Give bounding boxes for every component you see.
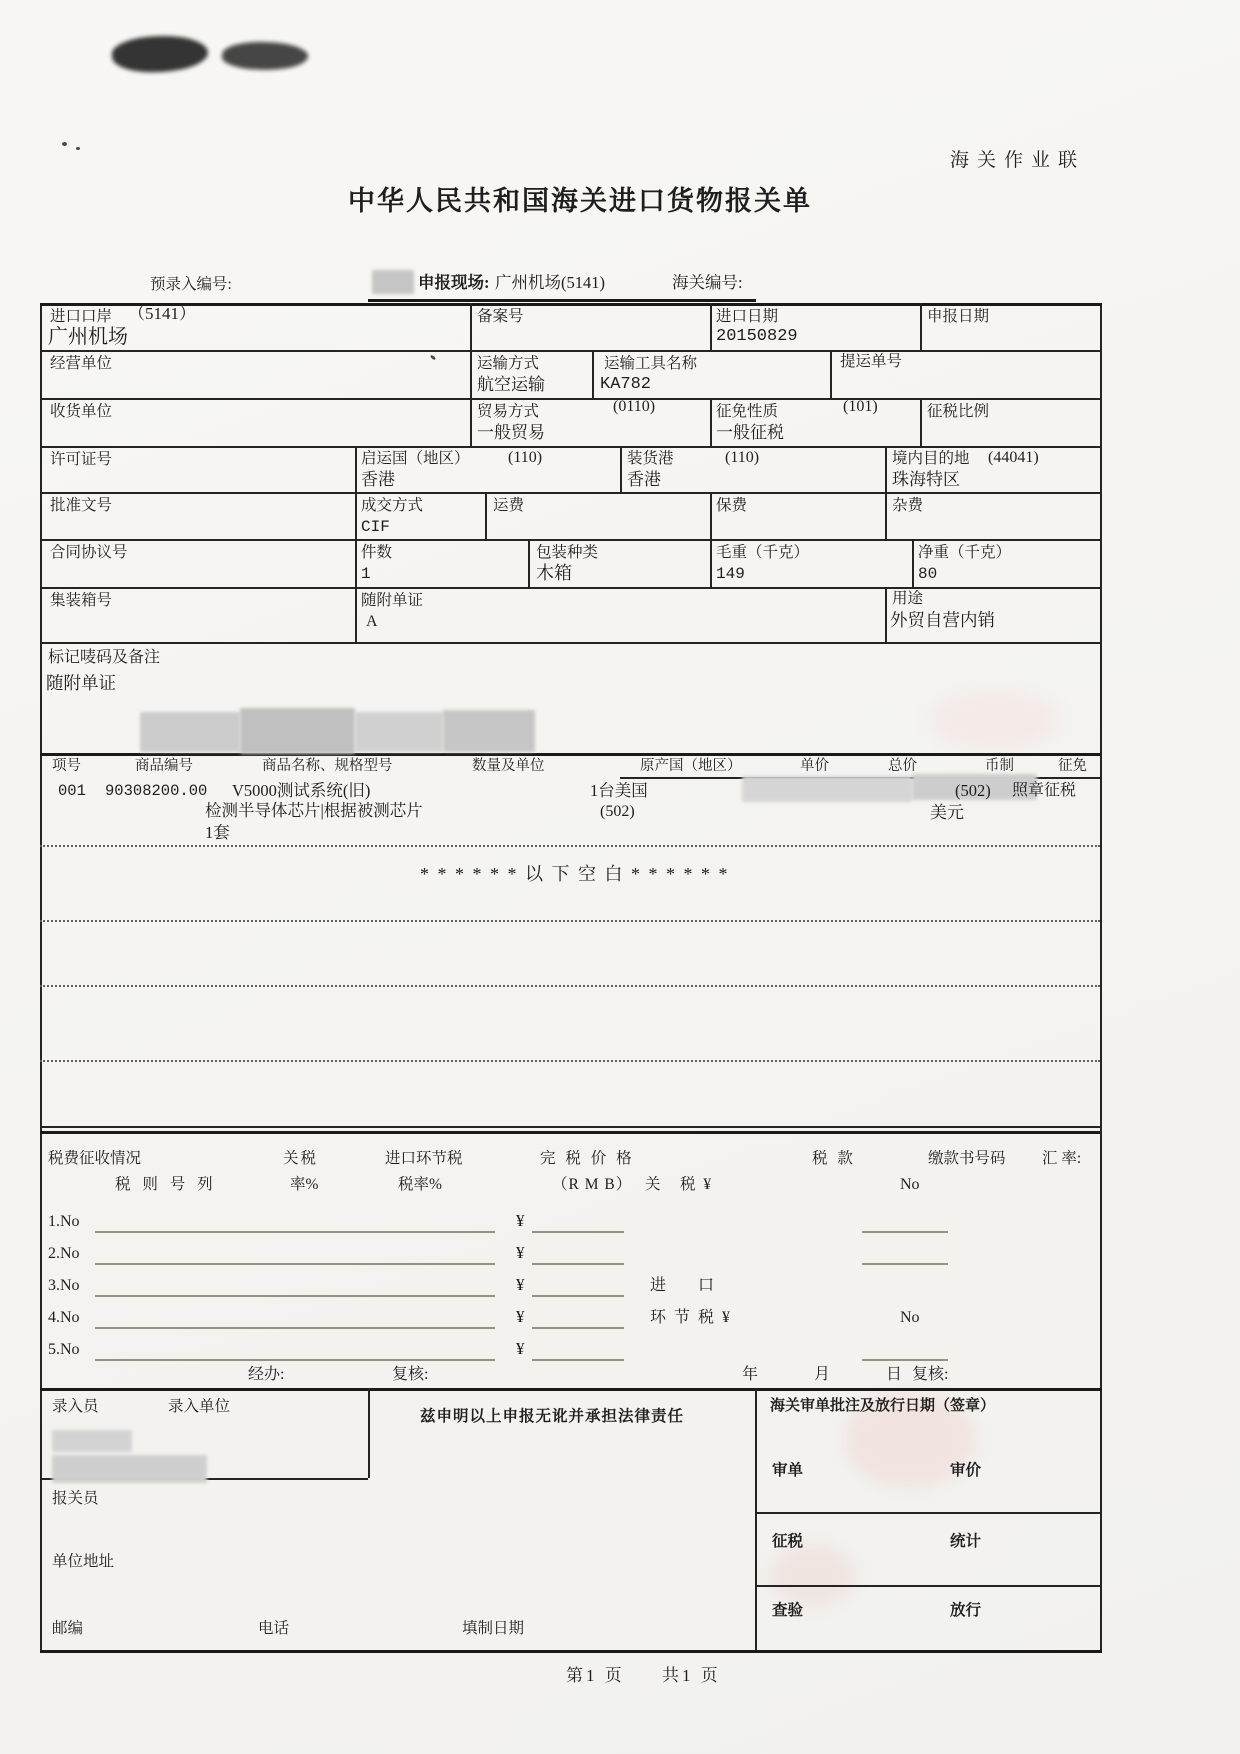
scan-speck	[430, 354, 437, 360]
phone-label: 电话	[258, 1620, 290, 1637]
field-bill-no-label: 提运单号	[840, 353, 903, 370]
cell-divider	[355, 539, 357, 587]
entry-box-right	[368, 1388, 370, 1478]
field-trade-mode-label: 贸易方式	[477, 403, 540, 420]
postcode-label: 邮编	[52, 1620, 84, 1637]
dotted-line	[40, 985, 1100, 987]
cell-divider	[620, 446, 622, 492]
scan-pink-stain	[930, 690, 1060, 750]
field-marks-label: 标记唛码及备注	[48, 649, 161, 666]
dotted-line	[40, 1060, 1100, 1062]
tax-row-3-label: 3.No	[48, 1277, 80, 1294]
goods-item-levy: 照章征税	[1012, 782, 1077, 799]
sign-date-label: 年 月 日	[742, 1366, 911, 1383]
tax-col-import-tax: 进口环节税	[385, 1150, 463, 1167]
tax-col-tariff: 关税	[283, 1150, 319, 1167]
field-contract-label: 合同协议号	[50, 544, 128, 561]
pre-entry-no-label: 预录入编号:	[150, 276, 232, 293]
cell-divider	[470, 398, 472, 446]
levy-label: 征税	[772, 1533, 804, 1550]
cell-divider	[885, 492, 887, 539]
field-approval-label: 批准文号	[50, 497, 113, 514]
redaction-block	[240, 708, 355, 754]
field-record-no-label: 备案号	[477, 308, 524, 325]
declare-site-value: 广州机场(5141)	[495, 273, 605, 292]
stats-label: 统计	[950, 1533, 982, 1550]
cell-divider	[710, 539, 712, 587]
field-loading-port-code: (110)	[725, 449, 760, 466]
field-consignee-label: 收货单位	[50, 403, 113, 420]
tax-col-import-tax2: 税率%	[398, 1176, 442, 1193]
tax-row-line	[95, 1359, 495, 1361]
tax-section-label: 税费征收情况	[48, 1150, 142, 1167]
redaction-block	[372, 270, 414, 294]
redaction-block	[52, 1455, 207, 1483]
field-packages-value: 1	[361, 565, 371, 583]
footer-page-number: 第1 页	[566, 1666, 625, 1685]
tax-row-2-yen: ¥	[516, 1243, 525, 1262]
cell-divider	[355, 492, 357, 539]
cell-divider	[920, 398, 922, 446]
goods-blank-note: * * * * * * 以 下 空 白 * * * * * *	[420, 864, 730, 884]
field-package-type-label: 包装种类	[536, 544, 599, 561]
field-destination-value: 珠海特区	[892, 470, 960, 489]
sign-review2-label: 复核:	[912, 1366, 949, 1383]
tax-row-3-extra: 进 口	[650, 1277, 715, 1294]
inspect-label: 查验	[772, 1602, 804, 1619]
release-label: 放行	[950, 1602, 982, 1619]
field-transport-mode-label: 运输方式	[477, 355, 540, 372]
tax-row-line	[862, 1359, 948, 1361]
bottom-section-topline	[40, 1388, 1102, 1391]
tax-row-line	[532, 1263, 624, 1265]
field-misc-fees-label: 杂费	[892, 497, 924, 514]
row-line	[40, 350, 1100, 352]
tax-col-tax-label: 关 税 ¥	[645, 1176, 714, 1193]
cell-divider	[830, 350, 832, 398]
goods-item-no: 001	[58, 782, 86, 800]
tax-section-topline	[40, 1126, 1100, 1128]
redaction-block	[443, 710, 535, 752]
field-import-date-value: 20150829	[716, 327, 798, 346]
cell-divider	[355, 446, 357, 492]
tax-row-1-label: 1.No	[48, 1213, 80, 1230]
goods-item-code: 90308200.00	[105, 782, 208, 800]
tax-row-line	[532, 1327, 624, 1329]
field-net-weight-value: 80	[918, 565, 938, 583]
cell-divider	[528, 539, 530, 587]
field-attached-docs-value: A	[366, 613, 378, 630]
goods-item-currency: 美元	[930, 803, 964, 822]
field-freight-label: 运费	[493, 497, 525, 514]
scan-pink-stain	[770, 1545, 855, 1605]
row-line	[40, 539, 1100, 541]
tax-row-line	[95, 1295, 495, 1297]
form-border-left	[40, 303, 42, 1652]
row-line	[40, 587, 1100, 589]
scan-smudge	[221, 40, 308, 72]
cell-divider	[470, 350, 472, 398]
field-levy-nature-label: 征免性质	[716, 403, 779, 420]
page-title: 中华人民共和国海关进口货物报关单	[348, 186, 812, 216]
customs-box-title: 海关审单批注及放行日期（签章）	[770, 1398, 996, 1414]
field-loading-port-label: 装货港	[627, 450, 674, 467]
customs-box-divider	[755, 1512, 1100, 1514]
row-line	[40, 753, 1100, 756]
field-marks-value: 随附单证	[46, 673, 116, 693]
field-destination-code: (44041)	[988, 449, 1039, 466]
field-port-label: 进口口岸	[50, 308, 113, 325]
goods-col-total-price: 总价	[888, 758, 917, 774]
dotted-line	[40, 920, 1100, 922]
copy-label: 海关作业联	[950, 150, 1086, 171]
field-gross-weight-label: 毛重（千克）	[716, 544, 810, 561]
cell-divider	[885, 446, 887, 492]
preheader-underline	[368, 299, 756, 302]
field-license-label: 许可证号	[50, 451, 113, 468]
bottom-divider-vertical	[755, 1388, 757, 1650]
field-port-code: （5141）	[128, 304, 196, 323]
tax-row-4-extra: 环 节 税 ¥	[650, 1309, 733, 1326]
row-line	[40, 446, 1100, 448]
fill-date-label: 填制日期	[462, 1620, 525, 1637]
goods-col-qty-unit: 数量及单位	[472, 758, 545, 774]
field-container-label: 集装箱号	[50, 592, 113, 609]
customs-no-label: 海关编号:	[672, 273, 743, 292]
tax-row-line	[532, 1295, 624, 1297]
field-transport-name-label: 运输工具名称	[604, 355, 698, 372]
tax-row-4-yen: ¥	[516, 1307, 525, 1326]
tax-col-dutiable: 完 税 价 格	[540, 1150, 635, 1167]
goods-col-item-no: 项号	[52, 758, 81, 774]
redaction-block	[140, 712, 240, 752]
field-transaction-label: 成交方式	[361, 497, 424, 514]
tax-row-line	[862, 1231, 948, 1233]
entry-unit-label: 录入单位	[168, 1398, 231, 1415]
tax-row-5-yen: ¥	[516, 1339, 525, 1358]
field-package-type-value: 木箱	[536, 563, 572, 583]
form-border-right	[1100, 303, 1102, 1652]
row-line	[40, 642, 1100, 644]
tax-row-line	[95, 1327, 495, 1329]
sign-agent-label: 经办:	[248, 1366, 285, 1383]
cell-divider	[710, 303, 712, 350]
field-transport-name-value: KA782	[600, 375, 652, 394]
goods-col-unit-price: 单价	[800, 758, 829, 774]
field-levy-nature-value: 一般征税	[716, 423, 784, 442]
form-border-top	[40, 303, 1102, 306]
goods-item-qty-line1: 1台美国	[590, 781, 648, 800]
field-operator-label: 经营单位	[50, 355, 113, 372]
goods-item-name-line2: 检测半导体芯片|根据被测芯片	[205, 801, 423, 820]
field-levy-nature-code: (101)	[843, 398, 878, 415]
tax-row-1-yen: ¥	[516, 1211, 525, 1230]
field-loading-port-value: 香港	[627, 470, 661, 489]
scan-speck	[62, 142, 67, 146]
customs-box-divider	[755, 1585, 1100, 1587]
field-tax-ratio-label: 征税比例	[927, 403, 990, 420]
field-trade-mode-code: (0110)	[613, 398, 656, 415]
goods-col-name-spec: 商品名称、规格型号	[262, 758, 393, 774]
tax-row-line	[95, 1263, 495, 1265]
declare-site-label: 申报现场:	[418, 273, 490, 292]
field-usage-value: 外贸自营内销	[890, 610, 995, 630]
footer-total-pages: 共1 页	[662, 1666, 721, 1685]
cell-divider	[470, 303, 472, 350]
tax-col-amount-no: No	[900, 1176, 920, 1193]
dotted-line	[40, 845, 1100, 847]
goods-item-name-line3: 1套	[205, 823, 230, 842]
field-trade-mode-value: 一般贸易	[477, 423, 545, 442]
cell-divider	[485, 492, 487, 539]
cell-divider	[920, 303, 922, 350]
cell-divider	[592, 350, 594, 398]
row-line	[40, 398, 1100, 400]
field-import-date-label: 进口日期	[716, 308, 779, 325]
redaction-block	[355, 712, 443, 752]
cell-divider	[355, 587, 357, 642]
field-declare-date-label: 申报日期	[927, 308, 990, 325]
tax-col-dutiable2: （R M B）	[552, 1176, 633, 1193]
tax-col-amount: 税 款	[812, 1150, 856, 1167]
sign-review-label: 复核:	[392, 1366, 429, 1383]
tax-row-4-no: No	[900, 1309, 920, 1326]
field-usage-label: 用途	[892, 590, 924, 607]
declaration-statement: 兹申明以上申报无讹并承担法律责任	[420, 1408, 685, 1425]
tax-row-5-label: 5.No	[48, 1341, 80, 1358]
goods-item-name-line1: V5000测试系统(旧)	[232, 781, 371, 800]
tax-row-3-yen: ¥	[516, 1275, 525, 1294]
goods-item-currency-code: (502)	[955, 781, 991, 800]
goods-item-qty-line2: (502)	[600, 803, 635, 820]
tax-row-2-label: 2.No	[48, 1245, 80, 1262]
tax-col-rate: 汇 率:	[1042, 1150, 1082, 1167]
address-label: 单位地址	[52, 1553, 115, 1570]
field-departure-code: (110)	[508, 449, 543, 466]
review-doc-label: 审单	[772, 1462, 804, 1479]
field-net-weight-label: 净重（千克）	[918, 544, 1012, 561]
field-port-value: 广州机场	[48, 326, 128, 348]
broker-label: 报关员	[52, 1490, 99, 1507]
row-line	[40, 492, 1100, 494]
goods-col-currency: 币制	[985, 758, 1014, 774]
tax-col-tariff2: 率%	[290, 1176, 319, 1193]
cell-divider	[885, 587, 887, 642]
field-departure-value: 香港	[361, 470, 395, 489]
field-insurance-label: 保费	[716, 497, 748, 514]
scan-speck	[76, 147, 80, 150]
redaction-block	[52, 1430, 132, 1452]
tax-section-topline2	[40, 1131, 1100, 1134]
tax-row-4-label: 4.No	[48, 1309, 80, 1326]
redaction-block	[742, 776, 912, 802]
entry-clerk-label: 录入员	[52, 1398, 99, 1415]
tax-row-line	[532, 1231, 624, 1233]
cell-divider	[710, 398, 712, 446]
form-border-bottom	[40, 1650, 1102, 1653]
field-packages-label: 件数	[361, 544, 393, 561]
field-departure-label: 启运国（地区）	[361, 450, 470, 467]
cell-divider	[710, 492, 712, 539]
goods-col-commodity-code: 商品编号	[135, 758, 193, 774]
cell-divider	[912, 539, 914, 587]
tax-row-line	[95, 1231, 495, 1233]
field-gross-weight-value: 149	[716, 565, 745, 583]
scan-smudge	[111, 33, 209, 76]
field-attached-docs-label: 随附单证	[361, 592, 424, 609]
goods-col-origin: 原产国（地区）	[640, 758, 742, 774]
review-price-label: 审价	[950, 1462, 982, 1479]
goods-col-levy: 征免	[1058, 758, 1087, 774]
tax-row-line	[862, 1263, 948, 1265]
tax-col-payment-no: 缴款书号码	[928, 1150, 1006, 1167]
tax-row-line	[532, 1359, 624, 1361]
field-transport-mode-value: 航空运输	[477, 375, 545, 394]
field-destination-label: 境内目的地	[892, 450, 970, 467]
tax-row-label: 税 则 号 列	[115, 1176, 217, 1193]
field-transaction-value: CIF	[361, 518, 390, 536]
